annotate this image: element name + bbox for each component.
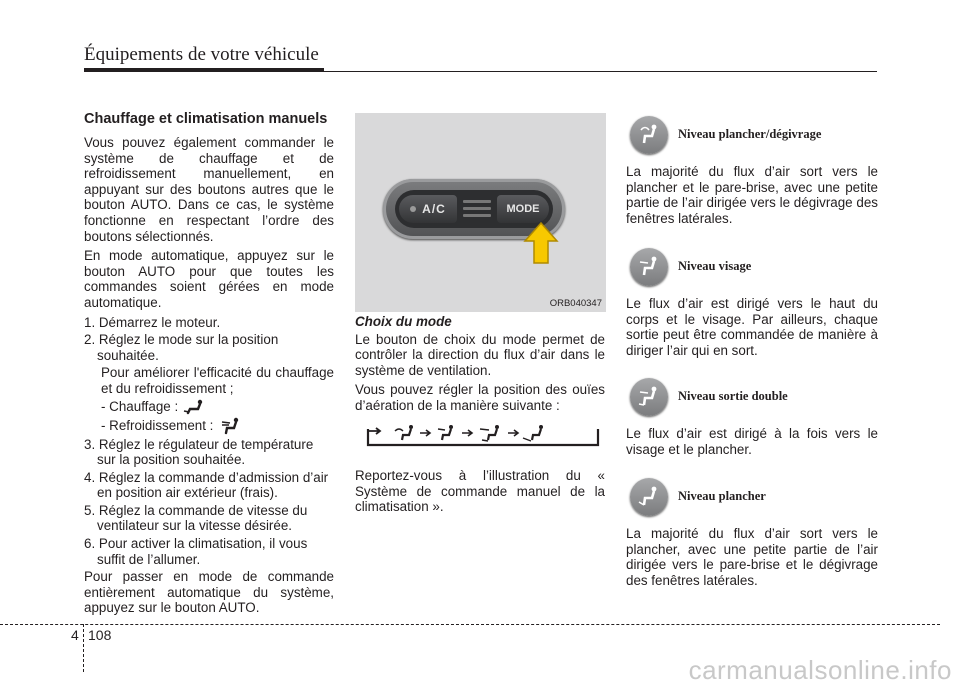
heating-row [84,399,334,415]
column-manual-climate [84,111,334,620]
mode-button-figure [355,113,606,312]
indicator-light [410,206,416,212]
face-icon [630,248,668,286]
paragraph: En mode automatique, appuyez sur le bouton AUTO pour que toutes les commandes soient gérées en mode automatique. [84,248,334,310]
level-bi-level [626,378,878,457]
step-item: 5. Réglez la commande de vitesse du ventilateur sur la vitesse désirée. [84,502,308,534]
mode-sequence-diagram [365,423,601,449]
header-rule [84,71,877,72]
bi-level-icon [630,378,668,416]
paragraph: Reportez-vous à l’illustration du « Système de commande manuel de la climatisation ». [355,468,605,515]
page-number: 108 [88,627,112,643]
level-description: Le flux d’air est dirigé vers le haut du corps et le visage. Par ailleurs, chaque sortie peut être commandée de manière à diriger l’air qui en sort. [626,296,878,358]
face-icon [219,417,243,435]
column-mode-reference [355,468,605,519]
step-text: 2. Réglez le mode sur la position souhaitée. [84,332,279,363]
section-heading: Chauffage et climatisation manuels [84,111,328,127]
step-item: 1. Démarrez le moteur. [84,314,221,330]
level-heading [626,116,878,154]
floor-icon [630,478,668,516]
mode-button [497,195,549,223]
level-floor-defrost [626,116,878,226]
chapter-number: 4 [71,627,79,643]
level-title: Niveau plancher [678,489,766,504]
step-item: 4. Réglez la commande d’admission d’air en position air extérieur (frais). [84,469,329,501]
level-heading [626,248,878,286]
level-title: Niveau visage [678,259,752,274]
step-item [84,332,334,363]
press-arrow-icon [523,221,559,265]
level-face [626,248,878,358]
subheading: Choix du mode [355,314,452,329]
floor-defrost-icon [395,425,413,440]
level-heading [626,478,878,516]
level-title: Niveau plancher/dégivrage [678,127,822,142]
heating-label: - Chauffage : [101,398,179,414]
cooling-label: - Refroidissement : [101,417,214,433]
steps-list-continued [84,437,334,568]
level-description: La majorité du flux d’air sort vers le plancher, avec une petite partie de l’air dirigée vers le pare-brise et le dégivrage des fenêtres latérales. [626,526,878,588]
level-title: Niveau sortie double [678,389,788,404]
ac-label: A/C [422,202,446,216]
step-note: Pour améliorer l'efficacité du chauffage et du refroidissement ; [101,365,334,396]
paragraph: Vous pouvez également commander le système de chauffage et de refroidissement manuellement, en appuyant sur des boutons autres que le bouton AUTO. Dans ce cas, le système fonctionne en respectant l’ordre des boutons sélectionnés. [84,135,334,244]
figure-code: ORB040347 [549,298,602,309]
paragraph: Le bouton de choix du mode permet de contrôler la direction du flux d’air dans le système de ventilation. [355,331,605,378]
footer-rule [0,624,940,625]
step-item: 3. Réglez le régulateur de température sur la position souhaitée. [84,436,314,468]
center-slots [463,200,491,221]
paragraph: Pour passer en mode de commande entièrement automatique du système, appuyez sur le bouton AUTO. [84,569,334,616]
paragraph: Vous pouvez régler la position des ouïes d’aération de la manière suivante : [355,382,605,413]
level-floor [626,478,878,588]
floor-defrost-icon [630,116,668,154]
level-description: Le flux d’air est dirigé à la fois vers le visage et le plancher. [626,426,878,457]
bi-level-icon [480,425,499,441]
steps-list [84,315,334,364]
level-heading [626,378,878,416]
footer-divider [83,624,84,672]
mode-label: MODE [506,203,540,215]
floor-icon [523,425,543,441]
watermark: carmanualsonline.info [688,655,952,685]
face-icon [438,425,453,440]
step-item: 6. Pour activer la climatisation, il vous suffit de l’allumer. [84,536,308,567]
cooling-row [84,417,334,435]
column-mode-selection [355,314,605,418]
level-description: La majorité du flux d’air sort vers le plancher et le pare-brise, avec une petite partie de l’air dirigée vers le dégivrage des fenêtres latérales. [626,164,878,226]
floor-icon [182,399,206,415]
page-header-title: Équipements de votre véhicule [84,44,319,65]
ac-button [399,195,457,223]
